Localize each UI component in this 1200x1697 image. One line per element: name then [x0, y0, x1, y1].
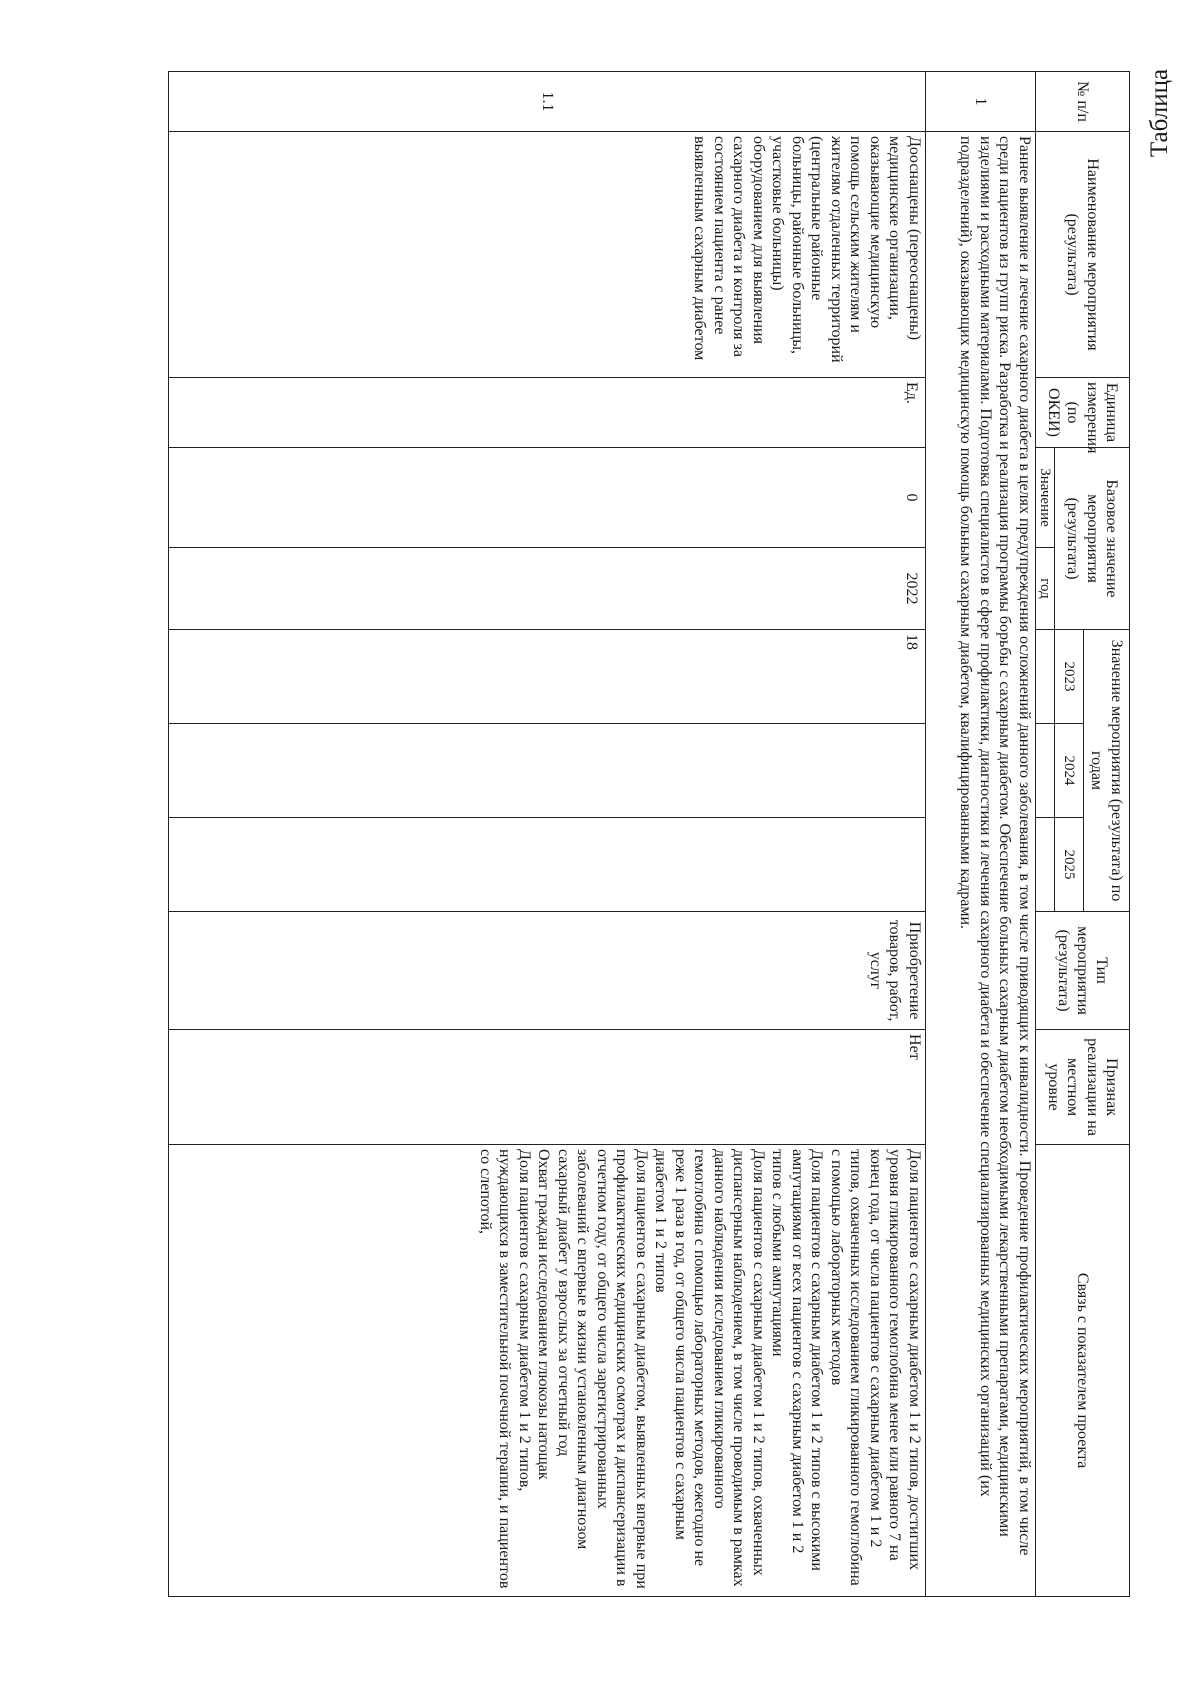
row-type: Приобретение товаров, работ, услуг: [169, 912, 926, 1030]
header-link: Связь с показателем проекта: [1036, 1145, 1130, 1597]
row-links: [169, 1145, 926, 1597]
link-indicator-5: Охват граждан исследованием глюкозы натощак: [535, 1149, 553, 1480]
header-row-1: [1084, 72, 1130, 1597]
header-base-value: Значение: [1036, 448, 1055, 548]
link-indicator-2: Доля пациентов с сахарным диабетом 1 и 2 типов с высокими ампутациями от всех пациентов с сахарным диабетом 1 и 2 типов с любыми ампутациями: [769, 1149, 826, 1571]
page-title-text: Таблица: [1146, 68, 1173, 158]
section-text: Раннее выявление и лечение сахарного диабета в целях предупреждения осложнений данного заболевания, в том числе приводящих к инвалидности. Проведение профилактических мероприятий, в том числе среди пациентов из групп риска. Разработка и реализация программы борьбы с сахарным диабетом. Обеспечение больных сахарным диабетом необходимыми лекарственными препаратами, медицинскими изделиями и расходными материалами. Подготовка специалистов в сфере профилактики, диагностики и лечения сахарного диабета и обеспечение специализированных медицинских организаций (их подразделений), оказывающих медицинскую помощь больным сахарным диабетом, квалифицированными кадрами.: [926, 132, 1036, 1597]
table-row: [169, 72, 926, 1597]
header-num: № п/п: [1036, 72, 1130, 132]
section-row: [926, 72, 1036, 1597]
header-year-2025: 2025: [1055, 818, 1084, 912]
row-base-year: 2022: [169, 548, 926, 630]
header-2024-blank: [1036, 724, 1055, 818]
row-2025: [169, 818, 926, 912]
row-name: Дооснащены (переоснащены) медицинские организации, оказывающие медицинскую помощь сельским жителям и жителям отдаленных территорий (центральные районные больницы, районные больницы, участковые больницы) оборудованием для выявления сахарного диабета и контроля за состоянием пациента с ранее выявленным сахарным диабетом: [169, 132, 926, 378]
row-2023: 18: [169, 630, 926, 724]
row-base-value: 0: [169, 448, 926, 548]
header-type: Тип мероприятия (результата): [1036, 912, 1130, 1030]
project-table: [168, 71, 1130, 1597]
header-year-2024: 2024: [1055, 724, 1084, 818]
section-num: 1: [926, 72, 1036, 132]
link-indicator-4: Доля пациентов с сахарным диабетом, выявленных впервые при профилактических медицинских осмотрах и диспансеризации в отчетном году, от общего числа зарегистрированных заболеваний с впервые в жизни установленным диагнозом сахарный диабет у взрослых за отчетный год: [554, 1149, 650, 1589]
rotated-table-container: [168, 71, 1130, 1596]
header-base: Базовое значение мероприятия (результата): [1055, 448, 1130, 630]
header-values: Значение мероприятия (результата) по годам: [1084, 630, 1130, 912]
header-2025-blank: [1036, 818, 1055, 912]
row-2024: [169, 724, 926, 818]
link-indicator-1: Доля пациентов с сахарным диабетом 1 и 2 типов, достигших уровня гликированного гемоглобина менее или равного 7 на конец года, от числа пациентов с сахарным диабетом 1 и 2 типов, охваченных исследованием гликированного гемоглобина с помощью лабораторных методов: [827, 1149, 923, 1586]
header-base-year: год: [1036, 548, 1055, 630]
header-2023-blank: [1036, 630, 1055, 724]
header-year-2023: 2023: [1055, 630, 1084, 724]
link-indicator-6: Доля пациентов с сахарным диабетом 1 и 2 типов, нуждающихся в заместительной почечной терапии, и пациентов со слепотой,: [476, 1149, 533, 1589]
header-unit: Единица измерения (по ОКЕИ): [1036, 378, 1130, 448]
row-unit: Ед.: [169, 378, 926, 448]
header-local: Признак реализации на местном уровне: [1036, 1030, 1130, 1145]
row-num: 1.1: [169, 72, 926, 132]
page-title: [1130, 58, 1190, 168]
link-indicator-3: Доля пациентов с сахарным диабетом 1 и 2 типов, охваченных диспансерным наблюдением, в том числе проводимым в рамках данного наблюдения исследованием гликированного гемоглобина с помощью лабораторных методов, ежегодно не реже 1 раза в год, от общего числа пациентов с сахарным диабетом 1 и 2 типов: [652, 1149, 767, 1587]
header-name: Наименование мероприятия (результата): [1036, 132, 1130, 378]
row-local: Нет: [169, 1030, 926, 1145]
